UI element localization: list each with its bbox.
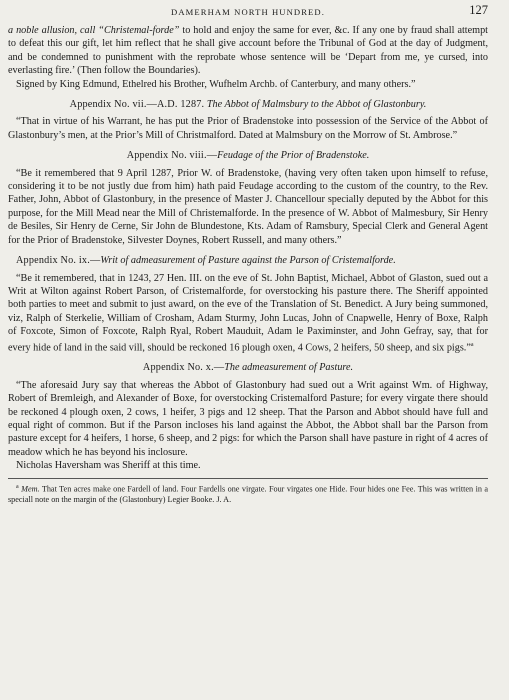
appendix-viii-text: “Be it remembered that 9 April 1287, Prior W. of Bradenstoke, (having very often taken upon himself to refuse, considering it to be not justly due from him) hath paid Feudage according to the custom of the country, to the Rev. Father, John, Abbot of Glastonbury, in the presence of Master J. Chancellour specially deputed by the Abbot for this purpose, for the Mill Mead near the Mill of Christemalforde. In the presence of W. Abbot of Malmesbury, Sir Henry de Besiles, Sir Henry de Cerne, Sir John de Blundestone, Kts. Adam of Ramsbury, Special Clerk and General Agent for the Prior of Bradenstoke, Silvester Doynes, Robert Russell, and many others.” xyxy=(8,167,488,246)
continuation-paragraph xyxy=(8,24,488,78)
signature-paragraph: Signed by King Edmund, Ethelred his Brother, Wufhelm Archb. of Canterbury, and many others.” xyxy=(16,78,416,90)
appendix-ix-heading xyxy=(8,254,488,267)
appendix-viii-heading xyxy=(8,149,488,162)
sheriff-line: Nicholas Haversham was Sheriff at this time. xyxy=(16,460,201,472)
appendix-vii-number: Appendix No. vii.—A.D. 1287. xyxy=(69,99,205,111)
appendix-x-text: “The aforesaid Jury say that whereas the Abbot of Glastonbury had sued out a Writ against Wm. of Highway, Robert of Bremleigh, and Alexander of Boxe, for overstocking Cristemalford Pasture; for every virgate there should be reckoned 4 plough oxen, 2 cows, 1 heifer, 3 pigs and 12 sheep. That the Parson and Abbot should have full and equal right of common. But if the Parson incloses his land against the Abbot, the Abbot shall bar the Parson from pasture except for 4 heifers, 1 horse, 6 sheep, and 2 pigs: for which the Parson shall have pasture in right of 4 acres of meadow which he has beyond his inclosure. xyxy=(8,379,488,458)
appendix-ix-number: Appendix No. ix.— xyxy=(16,255,101,267)
appendix-ix-body: “Be it remembered, that in 1243, 27 Hen. III. on the eve of St. John Baptist, Michael, Abbot of Glaston, sued out a Writ at Wilton against Robert Parson, of Cristemalforde, for overstocking his pasture there. The Sheriff appointed both parties to meet and submit to just award, on the eve of the Translation of St. Benedict. A Jury being summoned, viz, Ralph of Sterkelie, William of Crosham, Adam Sturmy, John Lucas, John of Cnapwelle, Henry of Boxe, Ralph of Foxcote, Simon of Foxcote, Ralph Ryal, Robert Mauduit, Adam le Paximinster, and John Gefray, say, that for every hide of land in the said vill, should be reckoned 16 plough oxen, 4 Cows, 2 heifers, 50 sheep, and six pigs.” xyxy=(8,272,488,353)
appendix-ix-title: Writ of admeasurement of Pasture against the Parson of Cristemalforde. xyxy=(100,255,396,267)
footnote-mark: a xyxy=(16,483,19,490)
appendix-x-number: Appendix No. x.— xyxy=(142,362,225,374)
appendix-x-heading xyxy=(8,361,488,374)
appendix-x-title: The admeasurement of Pasture. xyxy=(224,362,354,374)
page-header xyxy=(8,0,488,24)
page-number: 127 xyxy=(469,3,488,17)
italic-lead: a noble allusion, call “Christemal-forde” xyxy=(8,25,180,36)
footnote-rule xyxy=(8,478,488,479)
running-head: DAMERHAM NORTH HUNDRED. xyxy=(171,7,325,17)
footnote-reference: a xyxy=(470,341,474,348)
footnote-text: That Ten acres make one Fardell of land. Four Fardells one virgate. Four virgates one Hide. Four hides one Fee. This was written in a speciall note on the margin of the (Glastonbury) Legier Booke. J. A. xyxy=(8,484,489,505)
appendix-viii-title: Feudage of the Prior of Bradenstoke. xyxy=(217,150,370,162)
appendix-viii-number: Appendix No. viii.— xyxy=(126,150,218,162)
appendix-vii-text: “That in virtue of his Warrant, he has put the Prior of Bradenstoke into possession of the Service of the Abbot of Glastonbury’s men, at the Prior’s Mill of Christmalford. Dated at Malmsbury on the Morrow of St. Ambrose.” xyxy=(8,116,488,141)
appendix-ix-text xyxy=(8,272,488,355)
footnote-label: Mem. xyxy=(21,484,40,494)
footnote xyxy=(8,482,488,506)
appendix-vii-heading xyxy=(8,98,488,111)
appendix-vii-title: The Abbot of Malmsbury to the Abbot of Glastonbury. xyxy=(206,99,427,111)
continuation-text: to hold and enjoy the same for ever, &c. If any one by fraud shall attempt to defeat this our gift, let him reflect that he shall give account before the Tribunal of God at the day of Judgment, and be condemned to punishment with the reprobate whose sentence will be ‘Depart from me, ye cursed, into everlasting fire.’ (Then follow the Boundaries). xyxy=(8,25,488,77)
